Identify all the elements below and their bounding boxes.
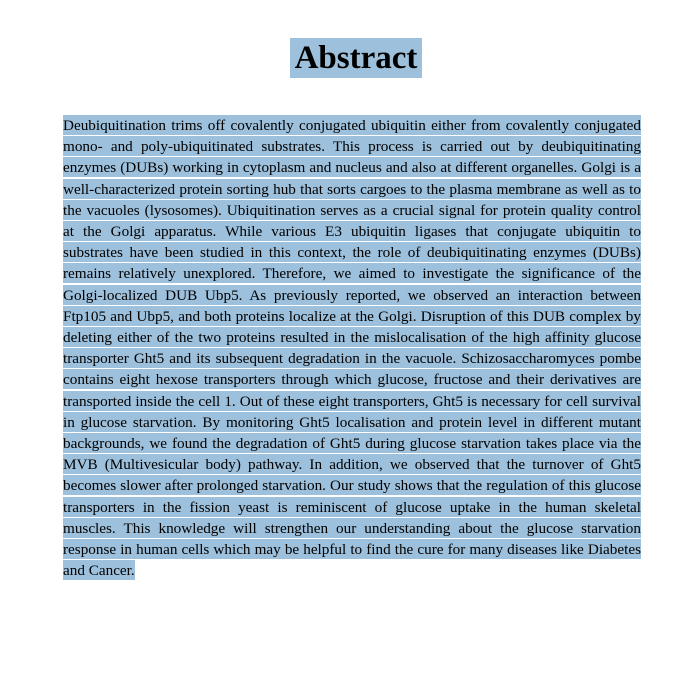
title-container [0,38,690,78]
abstract-paragraph[interactable] [63,115,641,581]
abstract-heading[interactable]: Abstract [290,38,423,78]
abstract-body-text[interactable]: Deubiquitination trims off covalently conjugated ubiquitin either from covalently conjugated mono- and poly-ubiquitinated substrates. This process is carried out by deubiquitinating enzymes (DUBs) working in cytoplasm and nucleus and also at different organelles. Golgi is a well-characterized protein sorting hub that sorts cargoes to the plasma membrane as well as to the vacuoles (lysosomes). Ubiquitination serves as a crucial signal for protein quality control at the Golgi apparatus. While various E3 ubiquitin ligases that conjugate ubiquitin to substrates have been studied in this context, the role of deubiquitinating enzymes (DUBs) remains relatively unexplored. Therefore, we aimed to investigate the significance of the Golgi-localized DUB Ubp5. As previously reported, we observed an interaction between Ftp105 and Ubp5, and both proteins localize at the Golgi. Disruption of this DUB complex by deleting either of the two proteins resulted in the mislocalisation of the high affinity glucose transporter Ght5 and its subsequent degradation in the vacuole. Schizosaccharomyces pombe contains eight hexose transporters through which glucose, fructose and their derivatives are transported inside the cell 1. Out of these eight transporters, Ght5 is necessary for cell survival in glucose starvation. By monitoring Ght5 localisation and protein level in different mutant backgrounds, we found the degradation of Ght5 during glucose starvation takes place via the MVB (Multivesicular body) pathway. In addition, we observed that the turnover of Ght5 becomes slower after prolonged starvation. Our study shows that the regulation of this glucose transporters in the fission yeast is reminiscent of glucose uptake in the human skeletal muscles. This knowledge will strengthen our understanding about the glucose starvation response in human cells which may be helpful to find the cure for many diseases like Diabetes and Cancer. [63,117,641,580]
